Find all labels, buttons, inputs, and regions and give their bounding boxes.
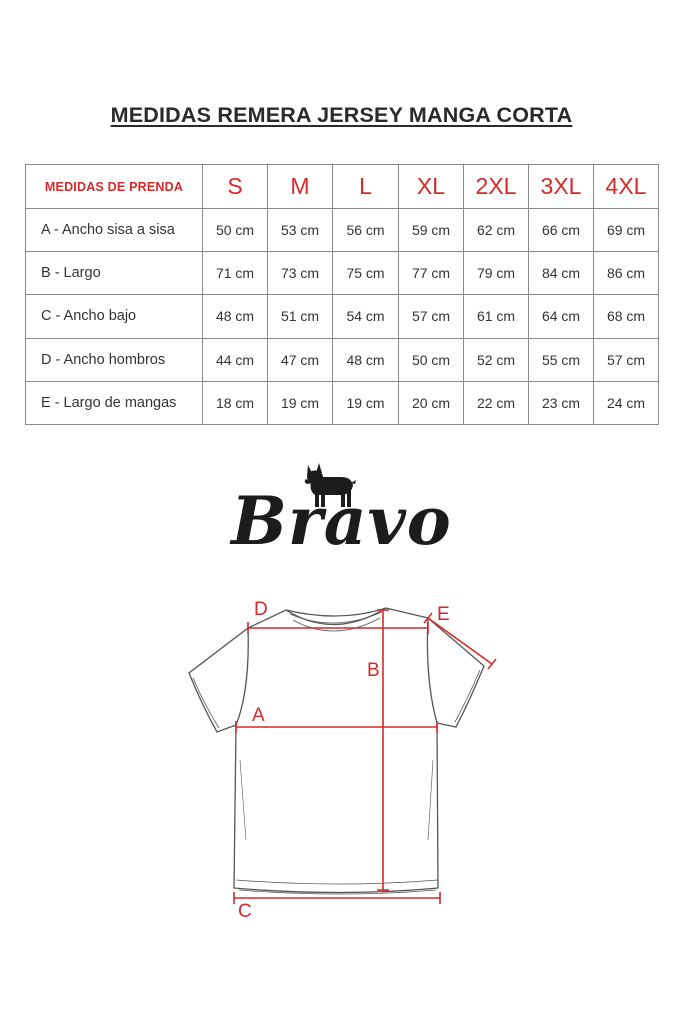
table-cell: 69 cm: [594, 209, 659, 252]
size-header: S: [203, 165, 268, 209]
table-row: [26, 381, 659, 424]
table-row: [26, 209, 659, 252]
table-cell: 62 cm: [464, 209, 529, 252]
table-cell: 52 cm: [464, 338, 529, 381]
label-e: E: [437, 604, 450, 625]
table-cell: 50 cm: [203, 209, 268, 252]
table-cell: 66 cm: [529, 209, 594, 252]
table-cell: 56 cm: [333, 209, 399, 252]
size-header: 3XL: [529, 165, 594, 209]
table-header-row: [26, 165, 659, 209]
row-label: D - Ancho hombros: [26, 338, 203, 381]
label-d: D: [254, 599, 268, 620]
size-header: XL: [399, 165, 464, 209]
size-header: M: [268, 165, 333, 209]
table-row: [26, 338, 659, 381]
size-header: 4XL: [594, 165, 659, 209]
tshirt-outline: [189, 608, 484, 894]
table-cell: 48 cm: [203, 295, 268, 338]
measurement-lines: [234, 610, 496, 904]
table-cell: 57 cm: [594, 338, 659, 381]
table-cell: 54 cm: [333, 295, 399, 338]
table-cell: 51 cm: [268, 295, 333, 338]
table-cell: 59 cm: [399, 209, 464, 252]
table-cell: 86 cm: [594, 252, 659, 295]
table-cell: 71 cm: [203, 252, 268, 295]
table-cell: 77 cm: [399, 252, 464, 295]
label-a: A: [252, 705, 265, 726]
table-cell: 44 cm: [203, 338, 268, 381]
page-title: MEDIDAS REMERA JERSEY MANGA CORTA: [110, 103, 573, 127]
table-cell: 22 cm: [464, 381, 529, 424]
corner-label: MEDIDAS DE PRENDA: [26, 165, 203, 209]
table-cell: 55 cm: [529, 338, 594, 381]
table-cell: 18 cm: [203, 381, 268, 424]
size-header: 2XL: [464, 165, 529, 209]
brand-wordmark: Bravo: [231, 482, 452, 560]
tshirt-measurement-diagram: [0, 590, 683, 930]
table-cell: 24 cm: [594, 381, 659, 424]
label-b: B: [367, 660, 380, 681]
table-cell: 73 cm: [268, 252, 333, 295]
table-row: [26, 252, 659, 295]
label-c: C: [238, 901, 252, 922]
table-cell: 23 cm: [529, 381, 594, 424]
row-label: B - Largo: [26, 252, 203, 295]
table-cell: 64 cm: [529, 295, 594, 338]
table-cell: 79 cm: [464, 252, 529, 295]
row-label: A - Ancho sisa a sisa: [26, 209, 203, 252]
table-cell: 84 cm: [529, 252, 594, 295]
table-cell: 75 cm: [333, 252, 399, 295]
table-cell: 68 cm: [594, 295, 659, 338]
table-cell: 61 cm: [464, 295, 529, 338]
row-label: E - Largo de mangas: [26, 381, 203, 424]
table-cell: 48 cm: [333, 338, 399, 381]
size-chart-table: [25, 164, 659, 425]
table-cell: 57 cm: [399, 295, 464, 338]
table-row: [26, 295, 659, 338]
table-cell: 20 cm: [399, 381, 464, 424]
table-cell: 53 cm: [268, 209, 333, 252]
table-cell: 47 cm: [268, 338, 333, 381]
table-cell: 50 cm: [399, 338, 464, 381]
table-cell: 19 cm: [268, 381, 333, 424]
table-cell: 19 cm: [333, 381, 399, 424]
size-header: L: [333, 165, 399, 209]
row-label: C - Ancho bajo: [26, 295, 203, 338]
